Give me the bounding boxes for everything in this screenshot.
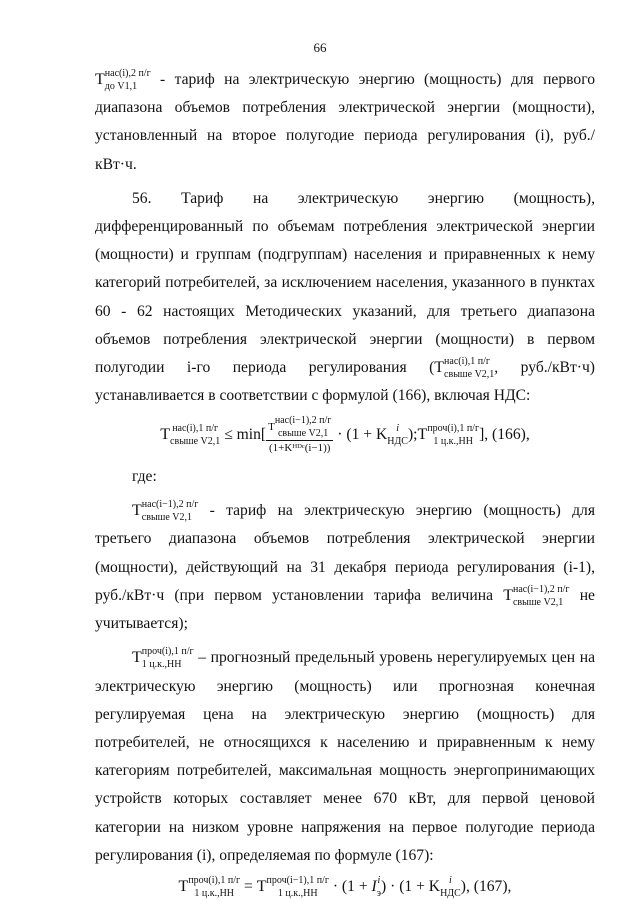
formula-fraction: Т нас(i−1),2 п/г свыше V2,1 (1+Kᴴᴰᶜ(i−1))	[268, 415, 332, 455]
definition-first-range-tariff	[95, 66, 595, 179]
definition-third-range-prev: Т нас(i−1),2 п/г свыше V2,1 - тариф на электрическую энергию (мощность) для третьего диапазона объемов потребления электрической энергии (мощности), действующий на 31 декабря периода регулирования (i-1), руб./кВт·ч (при первом установлении тарифа величина Т нас(i−1),2 п/г свыше V2,1 не учитывается);	[95, 499, 595, 633]
symbol-indices: нас(i),1 п/г свыше V2,1	[444, 355, 495, 380]
definition-forecast-price: Т проч(i),1 п/г 1 ц.к.,НН – прогнозный предельный уровень нерегулируемых цен на электрическую энергию (мощность) или прогнозная конечная регулируемая цена на электрическую энергию (мощность) для потребителей, не относящихся к населению и приравненным к нему категориям потребителей, максимальная мощность энергопринимающих устройств которых составляет менее 670 кВт, для первой ценовой категории на низком уровне напряжения на первое полугодие периода регулирования (i), определяемая по формуле (167):	[95, 646, 595, 864]
page-number: 66	[313, 40, 327, 55]
paragraph-56: 56. Тариф на электрическую энергию (мощность), дифференцированный по объемам потребления электрической энергии (мощности) и группам (подгруппам) населения и приравненных к нему категорий потребителей, за исключением населения, указанного в пунктах 60 - 62 настоящих Методических указаний, для третьего диапазона объемов потребления электрической энергии (мощности) в первом полугодии i-го периода регулирования (Т нас(i),1 п/г свыше V2,1 , руб./кВт·ч) устанавливается в соответствии с формулой (166), включая НДС:	[95, 189, 595, 405]
where-label: где:	[132, 468, 157, 486]
tariff-symbol: Т	[95, 71, 105, 88]
page-content	[95, 66, 595, 907]
definition-text: - тариф на электрическую энергию (мощность) для первого диапазона объемов потребления электрической энергии (мощности), установленный на второе полугодие периода регулирования (i), руб./кВт·ч.	[95, 71, 595, 173]
formula-166: Т нас(i),1 п/г свыше V2,1 ≤ min[ Т нас(i−1),2 п/г свыше V2,1 (1+Kᴴᴰᶜ(i−1)) · (1 + K i НДС );Т проч(i),1 п/г 1 ц.к.,НН ], (166),	[160, 415, 530, 455]
formula-167: Т проч(i),1 п/г 1 ц.к.,НН = Т проч(i−1),1 п/г 1 ц.к.,НН · (1 + I i э ) · (1 + K i НДС ), (167),	[178, 874, 512, 899]
symbol-indices: нас(i),2 п/г до V1,1	[104, 67, 151, 92]
